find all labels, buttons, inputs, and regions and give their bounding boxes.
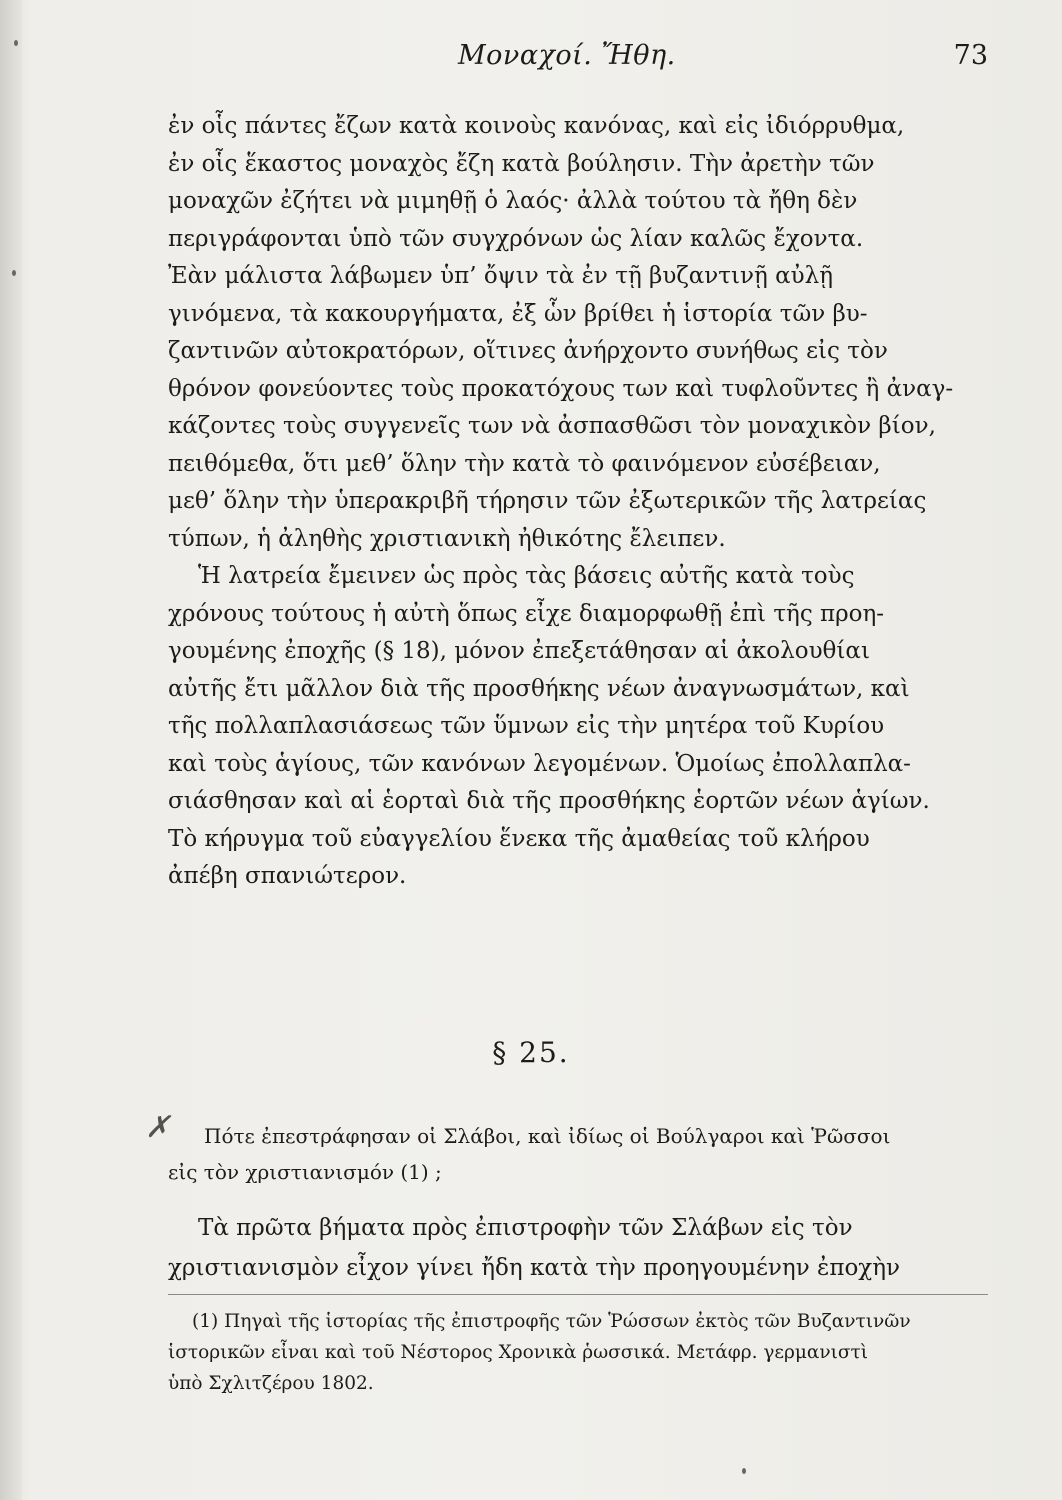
text-line: γινόμενα, τὰ κακουργήματα, ἐξ ὧν βρίθει ἡ ἱστορία τῶν βυ- (168, 300, 868, 327)
footnote-line: (1) Πηγαὶ τῆς ἱστορίας τῆς ἐπιστροφῆς τῶν Ῥώσσων ἐκτὸς τῶν Βυζαντινῶν (192, 1311, 911, 1332)
text-line: Τὸ κήρυγμα τοῦ εὐαγγελίου ἕνεκα τῆς ἀμαθείας τοῦ κλήρου (168, 825, 870, 852)
footnote (168, 1306, 988, 1399)
text-line: Ἡ λατρεία ἔμεινεν ὡς πρὸς τὰς βάσεις αὐτῆς κατὰ τοὺς (198, 563, 855, 589)
text-line: ἐν οἷς ἕκαστος μοναχὸς ἔζη κατὰ βούλησιν. Τὴν ἀρετὴν τῶν (168, 150, 875, 177)
handwritten-margin-mark: ✗ (145, 1110, 171, 1145)
text-line: τύπων, ἡ ἀληθὴς χριστιανικὴ ἠθικότης ἔλειπεν. (168, 525, 726, 552)
footnote-divider (168, 1294, 988, 1295)
text-line: τῆς πολλαπλασιάσεως τῶν ὕμνων εἰς τὴν μητέρα τοῦ Κυρίου (168, 713, 885, 739)
text-line: Τὰ πρῶτα βήματα πρὸς ἐπιστροφὴν τῶν Σλάβων εἰς τὸν (198, 1215, 853, 1241)
footnote-line: ἱστορικῶν εἶναι καὶ τοῦ Νέστορος Χρονικὰ ῥωσσικά. Μετάφρ. γερμανιστὶ (168, 1342, 868, 1363)
text-line: καὶ τοὺς ἁγίους, τῶν κανόνων λεγομένων. Ὁμοίως ἐπολλαπλα- (168, 750, 911, 777)
text-line: Ἐὰν μάλιστα λάβωμεν ὑπ’ ὄψιν τὰ ἐν τῇ βυζαντινῇ αὐλῇ (168, 263, 833, 289)
section-question (168, 1118, 988, 1190)
question-line: εἰς τὸν χριστιανισμόν (1) ; (168, 1160, 442, 1184)
footnote-line: ὑπὸ Σχλιτζέρου 1802. (168, 1373, 374, 1394)
text-line: μεθ’ ὅλην τὴν ὑπερακριβῆ τήρησιν τῶν ἐξωτερικῶν τῆς λατρείας (168, 488, 927, 514)
text-line: περιγράφονται ὑπὸ τῶν συγχρόνων ὡς λίαν καλῶς ἔχοντα. (168, 225, 864, 252)
text-line: χριστιανισμὸν εἶχον γίνει ἤδη κατὰ τὴν προηγουμένην ἐποχὴν (168, 1255, 900, 1281)
page-number: 73 (953, 40, 988, 71)
text-line: κάζοντες τοὺς συγγενεῖς των νὰ ἀσπασθῶσι τὸν μοναχικὸν βίον, (168, 413, 936, 439)
page-gutter (0, 0, 22, 1500)
text-line: γουμένης ἐποχῆς (§ 18), μόνον ἐπεξετάθησαν αἱ ἀκολουθίαι (168, 638, 870, 664)
main-text (168, 108, 986, 896)
text-line: χρόνους τούτους ἡ αὐτὴ ὅπως εἶχε διαμορφωθῇ ἐπὶ τῆς προη- (168, 600, 885, 627)
text-line: αὐτῆς ἔτι μᾶλλον διὰ τῆς προσθήκης νέων ἀναγνωσμάτων, καὶ (168, 675, 910, 702)
paper-speck (12, 270, 16, 276)
text-line: ἐν οἷς πάντες ἔζων κατὰ κοινοὺς κανόνας, καὶ εἰς ἰδιόρρυθμα, (168, 113, 905, 139)
text-line: σιάσθησαν καὶ αἱ ἑορταὶ διὰ τῆς προσθήκης ἑορτῶν νέων ἁγίων. (168, 788, 930, 814)
text-line: ζαντινῶν αὐτοκρατόρων, οἵτινες ἀνήρχοντο συνήθως εἰς τὸν (168, 338, 888, 364)
text-line: ἀπέβη σπανιώτερον. (168, 863, 407, 889)
paper-speck (742, 1468, 746, 1474)
section-heading: § 25. (492, 1036, 570, 1069)
text-line: πειθόμεθα, ὅτι μεθ’ ὅλην τὴν κατὰ τὸ φαινόμενον εὐσέβειαν, (168, 450, 881, 477)
page-header (168, 40, 988, 84)
text-line: θρόνον φονεύοντες τοὺς προκατόχους των καὶ τυφλοῦντες ἢ ἀναγ- (168, 375, 954, 402)
section-body (168, 1208, 988, 1288)
question-line: Πότε ἐπεστράφησαν οἱ Σλάβοι, καὶ ἰδίως οἱ Βούλγαροι καὶ Ῥῶσσοι (204, 1124, 891, 1148)
paper-speck (14, 40, 18, 46)
text-line: μοναχῶν ἐζήτει νὰ μιμηθῇ ὁ λαός· ἀλλὰ τούτου τὰ ἤθη δὲν (168, 188, 858, 214)
running-head: Μοναχοί. Ἤθη. (458, 40, 676, 71)
